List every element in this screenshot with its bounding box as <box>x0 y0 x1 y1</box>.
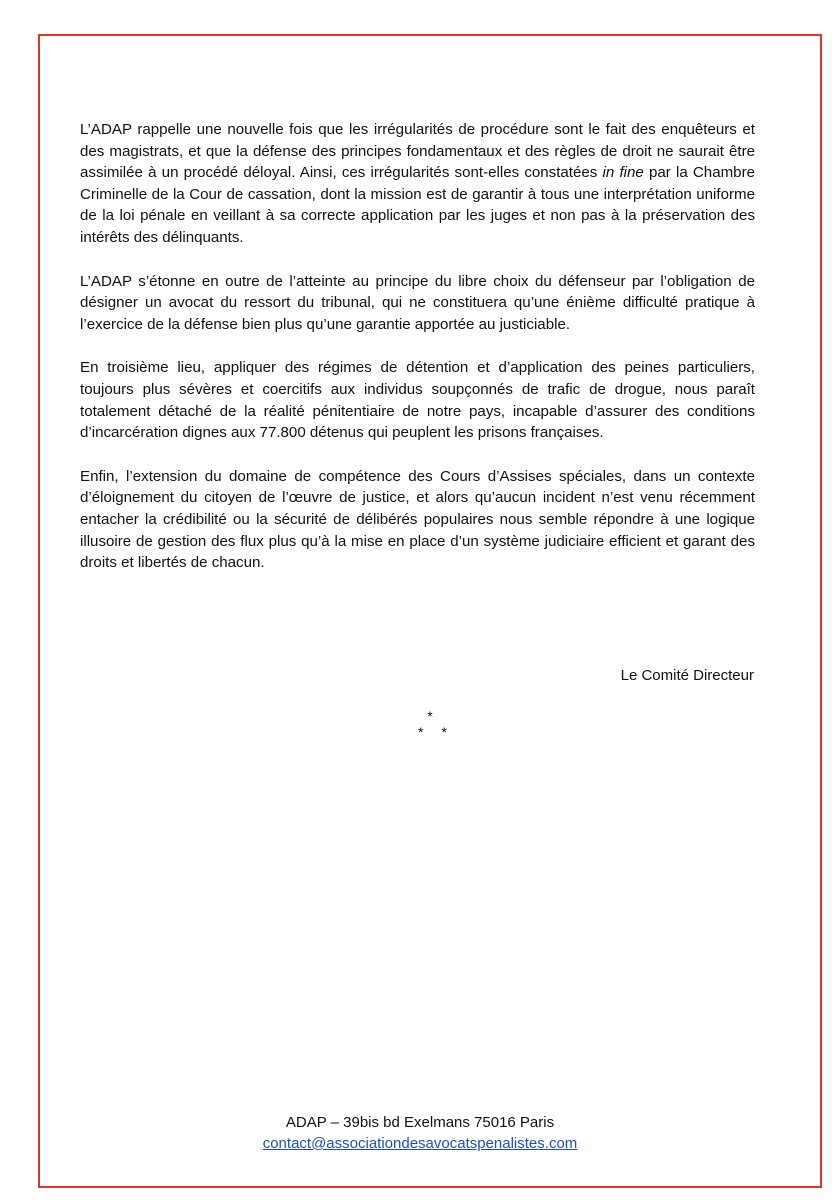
paragraph-4 <box>80 466 755 574</box>
paragraph-1-text-a: L’ADAP rappelle une nouvelle fois que les irrégularités de procédure sont le fait des enquêteurs et des magistrats, et que la défense des principes fondamentaux et des règles de droit ne saurait être assimilée à un procédé déloyal. Ainsi, ces irrégularités sont-elles constatées <box>80 121 755 182</box>
paragraph-3 <box>80 357 755 443</box>
footer-email-link[interactable]: contact@associationdesavocatspenalistes.com <box>262 1135 578 1152</box>
paragraph-2 <box>80 271 755 336</box>
paragraph-1 <box>80 119 755 249</box>
paragraph-4-text: Enfin, l’extension du domaine de compétence des Cours d’Assises spéciales, dans un contexte d’éloignement du citoyen de l’œuvre de justice, et alors qu’aucun incident n’est venu récemment entacher la crédibilité ou la sécurité de délibérés populaires nous semble répondre à une logique illusoire de gestion des flux plus qu’à la mise en place d’un système judiciaire efficient et garant des droits et libertés de chacun. <box>80 467 755 572</box>
asterism-bottom: ** <box>418 724 465 740</box>
paragraph-1-italic-in-fine: in fine <box>602 164 644 182</box>
document-body <box>80 119 755 596</box>
asterism-top: * <box>427 708 433 724</box>
footer <box>0 1112 840 1154</box>
signature: Le Comité Directeur <box>620 667 754 684</box>
asterism-separator <box>400 708 465 740</box>
paragraph-2-text: L’ADAP s’étonne en outre de l’atteinte au principe du libre choix du défenseur par l’obligation de désigner un avocat du ressort du tribunal, qui ne constituera qu’une énième difficulté pratique à l’exercice de la défense bien plus qu’une garantie apportée au justiciable. <box>80 272 755 333</box>
paragraph-3-text: En troisième lieu, appliquer des régimes de détention et d’application des peines particuliers, toujours plus sévères et coercitifs aux individus soupçonnés de trafic de drogue, nous paraît totalement détaché de la réalité pénitentiaire de notre pays, incapable d’assurer des conditions d’incarcération dignes aux 77.800 détenus qui peuplent les prisons françaises. <box>80 359 755 442</box>
paragraph-1-text-b: par la Chambre Criminelle de la Cour de cassation, dont la mission est de garantir à tous une interprétation uniforme de la loi pénale en veillant à sa correcte application par les juges et non pas à la préservation des intérêts des délinquants. <box>80 164 755 246</box>
footer-address: ADAP – 39bis bd Exelmans 75016 Paris <box>285 1114 555 1131</box>
